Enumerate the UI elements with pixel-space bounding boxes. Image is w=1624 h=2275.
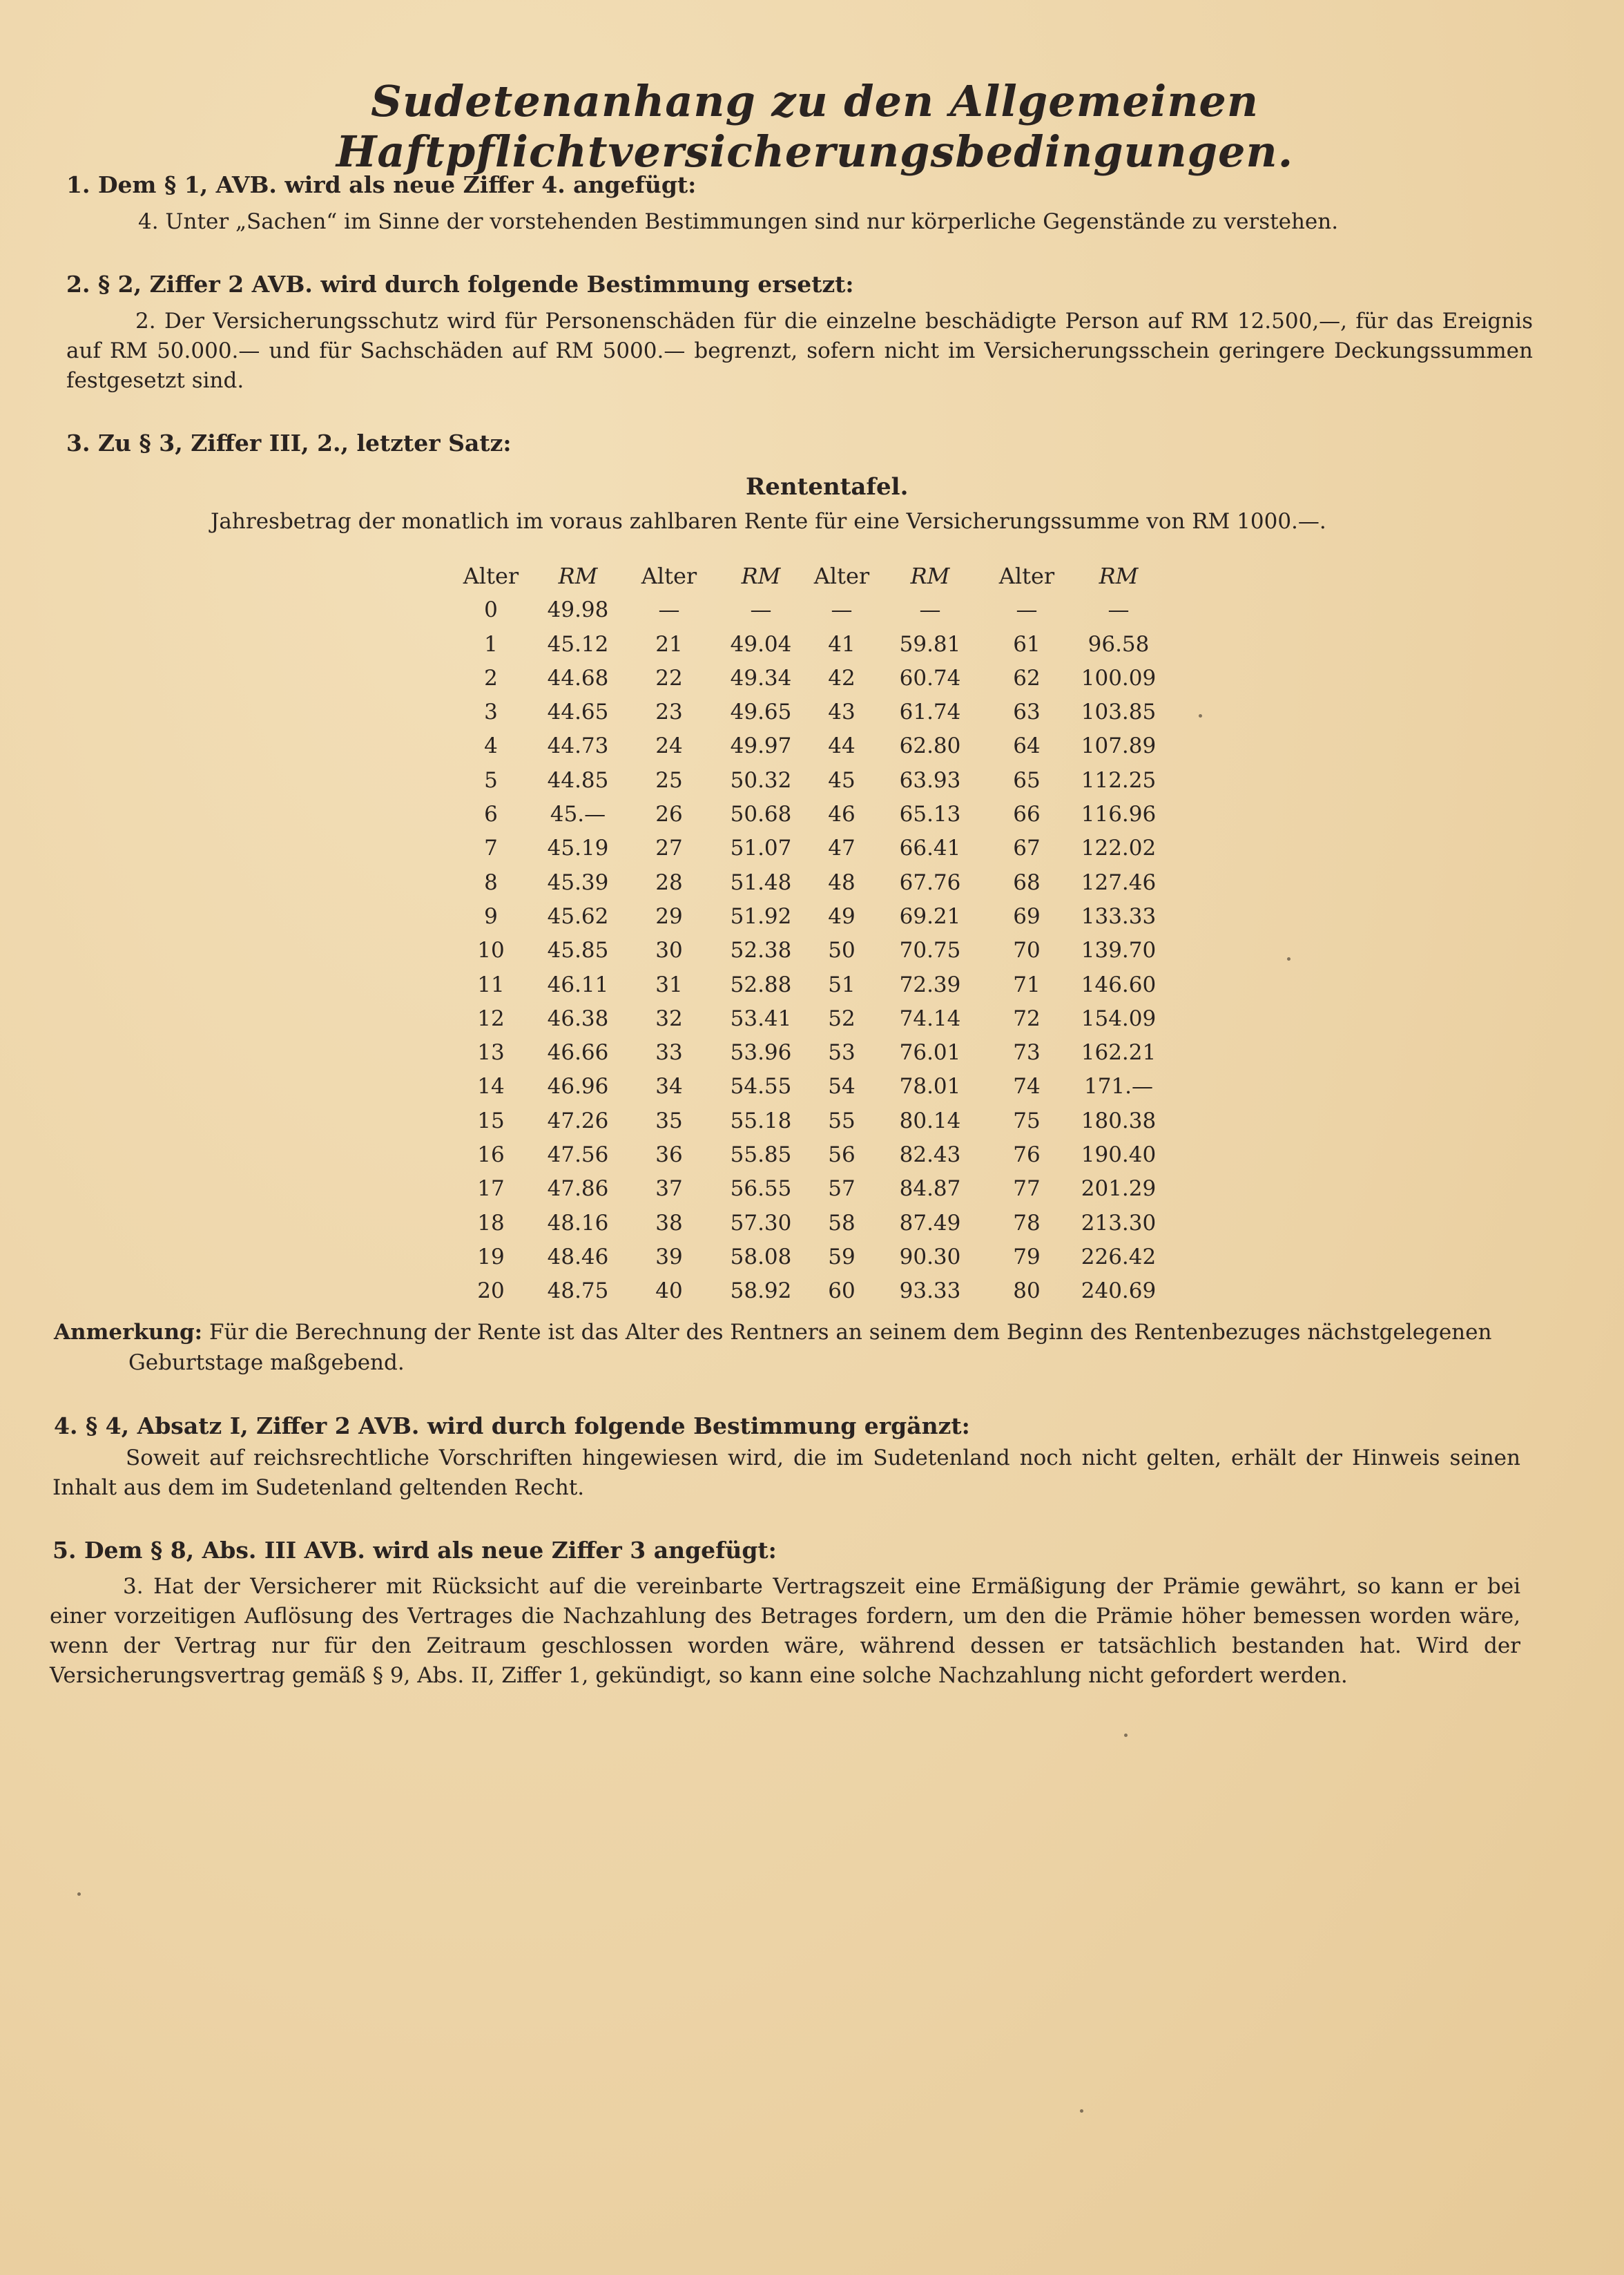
table-cell-rm: 45.19 — [547, 836, 609, 861]
paper-speck — [1199, 714, 1202, 718]
table-cell-rm: 78.01 — [899, 1074, 961, 1100]
table-cell-age: 45 — [828, 767, 856, 793]
table-cell-rm: 201.29 — [1081, 1176, 1157, 1202]
paper-speck — [77, 1892, 81, 1896]
table-cell-rm: 44.68 — [547, 665, 609, 691]
table-cell-age: 31 — [655, 972, 683, 997]
table-cell-age: 27 — [655, 836, 683, 861]
table-cell-rm: 46.96 — [547, 1074, 609, 1100]
table-cell-rm: 190.40 — [1081, 1142, 1157, 1168]
table-cell-age: 10 — [477, 938, 505, 963]
section-2-text: 2. Der Versicherungsschutz wird für Personenschäden für die einzelne beschädigte Person auf RM 12.500,—, für das Ereignis auf RM 50.000.— und für Sachschäden auf RM 5000.— begrenzt, sofern nicht im Versicherungsschein geringere Deckungssummen festgesetzt sind. — [66, 309, 1533, 393]
table-cell-age: 39 — [655, 1244, 683, 1269]
paper-speck — [1287, 957, 1290, 961]
table-cell-rm: 44.73 — [547, 733, 609, 759]
table-cell-age: 17 — [477, 1176, 505, 1202]
table-cell-rm: 57.30 — [730, 1210, 792, 1236]
table-cell-age: 19 — [477, 1244, 505, 1269]
table-cell-age: 34 — [655, 1074, 683, 1100]
table-cell-age: 40 — [655, 1278, 683, 1304]
table-cell-rm: 45.62 — [547, 903, 609, 929]
table-cell-rm: 139.70 — [1081, 938, 1157, 963]
table-cell-age: 70 — [1013, 938, 1041, 963]
table-cell-rm: 53.96 — [730, 1040, 792, 1066]
table-cell-rm: 122.02 — [1081, 836, 1157, 861]
table-cell-age: 24 — [655, 733, 683, 759]
table-cell-age: 75 — [1013, 1108, 1041, 1133]
table-cell-age: 52 — [828, 1006, 856, 1031]
table-header-rm: RM — [558, 563, 598, 589]
table-cell-age: 50 — [828, 938, 856, 963]
table-cell-rm: 69.21 — [899, 903, 961, 929]
table-cell-rm: — — [750, 597, 772, 623]
table-cell-age: 2 — [484, 665, 498, 691]
table-cell-rm: 56.55 — [730, 1176, 792, 1202]
table-cell-rm: 67.76 — [899, 870, 961, 895]
table-cell-rm: 55.18 — [730, 1108, 792, 1133]
table-cell-age: — — [658, 597, 680, 623]
table-cell-rm: 44.65 — [547, 700, 609, 725]
table-cell-age: — — [831, 597, 853, 623]
table-cell-age: 72 — [1013, 1006, 1041, 1031]
table-cell-rm: 66.41 — [899, 836, 961, 861]
table-cell-age: 46 — [828, 802, 856, 827]
table-cell-rm: 82.43 — [899, 1142, 961, 1168]
paper-speck — [1124, 1734, 1128, 1737]
section-4-heading: 4. § 4, Absatz I, Ziffer 2 AVB. wird durch folgende Bestimmung ergänzt: — [54, 1412, 970, 1439]
table-column-rm-4 — [1067, 559, 1170, 1309]
table-cell-age: 49 — [828, 903, 856, 929]
table-cell-age: 48 — [828, 870, 856, 895]
table-cell-rm: 45.39 — [547, 870, 609, 895]
table-cell-rm: 45.— — [550, 802, 606, 827]
table-cell-rm: 46.38 — [547, 1006, 609, 1031]
table-cell-age: 8 — [484, 870, 498, 895]
table-cell-age: 33 — [655, 1040, 683, 1066]
table-cell-age: 25 — [655, 767, 683, 793]
table-cell-rm: 84.87 — [899, 1176, 961, 1202]
table-cell-rm: 76.01 — [899, 1040, 961, 1066]
table-cell-age: 3 — [484, 700, 498, 725]
table-cell-age: 29 — [655, 903, 683, 929]
table-cell-age: 55 — [828, 1108, 856, 1133]
table-header-age: Alter — [641, 563, 697, 589]
table-cell-age: 41 — [828, 631, 856, 657]
table-cell-age: 23 — [655, 700, 683, 725]
table-cell-age: 5 — [484, 767, 498, 793]
table-cell-age: 28 — [655, 870, 683, 895]
table-cell-age: 42 — [828, 665, 856, 691]
table-cell-rm: 70.75 — [899, 938, 961, 963]
table-cell-rm: 100.09 — [1081, 665, 1157, 691]
table-cell-age: 53 — [828, 1040, 856, 1066]
table-cell-age: 26 — [655, 802, 683, 827]
table-cell-rm: 46.66 — [547, 1040, 609, 1066]
table-cell-age: 47 — [828, 836, 856, 861]
table-cell-age: 61 — [1013, 631, 1041, 657]
table-cell-age: 71 — [1013, 972, 1041, 997]
table-cell-age: 11 — [477, 972, 505, 997]
table-cell-age: 20 — [477, 1278, 505, 1304]
section-1-heading: 1. Dem § 1, AVB. wird als neue Ziffer 4. angefügt: — [66, 171, 697, 198]
table-cell-age: 58 — [828, 1210, 856, 1236]
table-cell-rm: 49.34 — [730, 665, 792, 691]
paper-speck — [1080, 2109, 1083, 2113]
table-cell-age: 65 — [1013, 767, 1041, 793]
table-cell-rm: 45.85 — [547, 938, 609, 963]
remark — [54, 1318, 1545, 1347]
table-cell-rm: 103.85 — [1081, 700, 1157, 725]
table-cell-age: 15 — [477, 1108, 505, 1133]
table-title: Rententafel. — [746, 473, 909, 501]
table-cell-age: 43 — [828, 700, 856, 725]
table-cell-rm: 59.81 — [899, 631, 961, 657]
table-cell-age: 9 — [484, 903, 498, 929]
section-4-text: Soweit auf reichsrechtliche Vorschriften hingewiesen wird, die im Sudetenland noch nicht gelten, erhält der Hinweis seinen Inhalt aus dem im Sudetenland geltenden Recht. — [52, 1446, 1520, 1500]
table-cell-age: 57 — [828, 1176, 856, 1202]
table-cell-rm: 107.89 — [1081, 733, 1157, 759]
table-header-age: Alter — [813, 563, 870, 589]
table-cell-rm: 49.04 — [730, 631, 792, 657]
table-cell-age: 22 — [655, 665, 683, 691]
table-cell-age: 38 — [655, 1210, 683, 1236]
page-title: Sudetenanhang zu den Allgemeinen Haftpflichtversicherungsbedingungen. — [336, 76, 1294, 177]
section-3-heading: 3. Zu § 3, Ziffer III, 2., letzter Satz: — [66, 430, 512, 457]
table-cell-rm: 61.74 — [899, 700, 961, 725]
table-cell-age: 32 — [655, 1006, 683, 1031]
table-cell-age: 77 — [1013, 1176, 1041, 1202]
table-cell-rm: 51.92 — [730, 903, 792, 929]
table-cell-age: 67 — [1013, 836, 1041, 861]
table-cell-age: 18 — [477, 1210, 505, 1236]
table-cell-rm: 87.49 — [899, 1210, 961, 1236]
table-cell-rm: 44.85 — [547, 767, 609, 793]
table-cell-rm: 72.39 — [899, 972, 961, 997]
table-cell-rm: 47.56 — [547, 1142, 609, 1168]
table-cell-age: 21 — [655, 631, 683, 657]
table-cell-age: 51 — [828, 972, 856, 997]
table-cell-age: 12 — [477, 1006, 505, 1031]
table-cell-age: 14 — [477, 1074, 505, 1100]
table-cell-rm: 171.— — [1083, 1074, 1154, 1100]
table-cell-rm: 74.14 — [899, 1006, 961, 1031]
remark-label: Anmerkung: — [54, 1320, 203, 1345]
table-cell-rm: 162.21 — [1081, 1040, 1157, 1066]
table-cell-age: 4 — [484, 733, 498, 759]
table-cell-age: 6 — [484, 802, 498, 827]
table-cell-rm: 49.98 — [547, 597, 609, 623]
table-header-age: Alter — [463, 563, 519, 589]
table-cell-age: 30 — [655, 938, 683, 963]
table-cell-age: 59 — [828, 1244, 856, 1269]
table-cell-rm: 47.26 — [547, 1108, 609, 1133]
table-cell-age: 62 — [1013, 665, 1041, 691]
table-cell-rm: 154.09 — [1081, 1006, 1157, 1031]
table-cell-rm: 52.38 — [730, 938, 792, 963]
table-header-rm: RM — [1099, 563, 1139, 589]
table-cell-rm: 60.74 — [899, 665, 961, 691]
table-column-rm-3 — [878, 559, 982, 1309]
table-cell-age: 74 — [1013, 1074, 1041, 1100]
table-cell-rm: 80.14 — [899, 1108, 961, 1133]
table-column-age-2 — [617, 559, 721, 1309]
section-1-text: 4. Unter „Sachen“ im Sinne der vorstehenden Bestimmungen sind nur körperliche Gegenstände zu verstehen. — [138, 209, 1339, 234]
table-cell-rm: 112.25 — [1081, 767, 1157, 793]
table-cell-rm: 54.55 — [730, 1074, 792, 1100]
section-5-text: 3. Hat der Versicherer mit Rücksicht auf die vereinbarte Vertragszeit eine Ermäßigung der Prämie gewährt, so kann er bei einer vorzeitigen Auflösung des Vertrages die Nachzahlung des Betrages fordern, um den die Prämie höher bemessen worden wäre, wenn der Vertrag nur für den Zeitraum geschlossen worden wäre, während dessen er tatsächlich bestanden hat. Wird der Versicherungsvertrag gemäß § 9, Abs. II, Ziffer 1, gekündigt, so kann eine solche Nachzahlung nicht gefordert werden. — [50, 1574, 1520, 1688]
table-cell-rm: 47.86 — [547, 1176, 609, 1202]
table-cell-age: 13 — [477, 1040, 505, 1066]
table-cell-rm: 53.41 — [730, 1006, 792, 1031]
remark-text: Für die Berechnung der Rente ist das Alter des Rentners an seinem dem Beginn des Rentenbezuges nächstgelegenen — [209, 1320, 1492, 1345]
table-cell-age: 16 — [477, 1142, 505, 1168]
table-cell-age: 44 — [828, 733, 856, 759]
table-cell-rm: 51.48 — [730, 870, 792, 895]
table-cell-age: 37 — [655, 1176, 683, 1202]
table-cell-rm: 58.08 — [730, 1244, 792, 1269]
table-header-age: Alter — [998, 563, 1055, 589]
table-cell-age: 1 — [484, 631, 498, 657]
table-cell-age: 7 — [484, 836, 498, 861]
table-cell-rm: 213.30 — [1081, 1210, 1157, 1236]
section-5-heading: 5. Dem § 8, Abs. III AVB. wird als neue Ziffer 3 angefügt: — [52, 1537, 777, 1564]
table-cell-rm: 90.30 — [899, 1244, 961, 1269]
table-cell-age: 79 — [1013, 1244, 1041, 1269]
table-header-rm: RM — [741, 563, 781, 589]
table-cell-rm: 48.16 — [547, 1210, 609, 1236]
table-cell-age: 66 — [1013, 802, 1041, 827]
table-cell-rm: 46.11 — [547, 972, 609, 997]
table-cell-age: 0 — [484, 597, 498, 623]
table-cell-age: 78 — [1013, 1210, 1041, 1236]
table-column-age-4 — [975, 559, 1079, 1309]
table-cell-age: — — [1016, 597, 1038, 623]
table-cell-rm: 127.46 — [1081, 870, 1157, 895]
table-cell-age: 64 — [1013, 733, 1041, 759]
table-cell-age: 76 — [1013, 1142, 1041, 1168]
table-cell-rm: 63.93 — [899, 767, 961, 793]
table-cell-rm: 146.60 — [1081, 972, 1157, 997]
table-cell-rm: 45.12 — [547, 631, 609, 657]
table-cell-age: 60 — [828, 1278, 856, 1304]
table-cell-age: 73 — [1013, 1040, 1041, 1066]
table-cell-rm: 58.92 — [730, 1278, 792, 1304]
table-cell-rm: 51.07 — [730, 836, 792, 861]
table-cell-age: 35 — [655, 1108, 683, 1133]
table-cell-rm: 133.33 — [1081, 903, 1157, 929]
table-column-rm-1 — [526, 559, 630, 1309]
table-cell-rm: 62.80 — [899, 733, 961, 759]
table-header-rm: RM — [910, 563, 950, 589]
table-cell-rm: 96.58 — [1088, 631, 1150, 657]
table-cell-rm: 55.85 — [730, 1142, 792, 1168]
table-cell-age: 63 — [1013, 700, 1041, 725]
section-2-heading: 2. § 2, Ziffer 2 AVB. wird durch folgende Bestimmung ersetzt: — [66, 271, 854, 298]
table-cell-rm: 226.42 — [1081, 1244, 1157, 1269]
table-cell-age: 68 — [1013, 870, 1041, 895]
table-cell-rm: 48.75 — [547, 1278, 609, 1304]
table-cell-rm: 65.13 — [899, 802, 961, 827]
table-cell-rm: — — [1108, 597, 1130, 623]
table-cell-rm: 49.65 — [730, 700, 792, 725]
table-cell-age: 36 — [655, 1142, 683, 1168]
table-cell-age: 69 — [1013, 903, 1041, 929]
table-cell-rm: 116.96 — [1081, 802, 1157, 827]
table-cell-rm: 50.68 — [730, 802, 792, 827]
table-cell-rm: 49.97 — [730, 733, 792, 759]
table-cell-age: 56 — [828, 1142, 856, 1168]
table-cell-age: 54 — [828, 1074, 856, 1100]
table-cell-rm: 52.88 — [730, 972, 792, 997]
table-cell-age: 80 — [1013, 1278, 1041, 1304]
table-cell-rm: 48.46 — [547, 1244, 609, 1269]
table-cell-rm: 240.69 — [1081, 1278, 1157, 1304]
table-subtitle: Jahresbetrag der monatlich im voraus zahlbaren Rente für eine Versicherungssumme von RM 1000.—. — [211, 509, 1326, 534]
table-cell-rm: 93.33 — [899, 1278, 961, 1304]
table-cell-rm: 50.32 — [730, 767, 792, 793]
remark-text-continued: Geburtstage maßgebend. — [128, 1350, 405, 1375]
table-cell-rm: 180.38 — [1081, 1108, 1157, 1133]
table-cell-rm: — — [919, 597, 941, 623]
